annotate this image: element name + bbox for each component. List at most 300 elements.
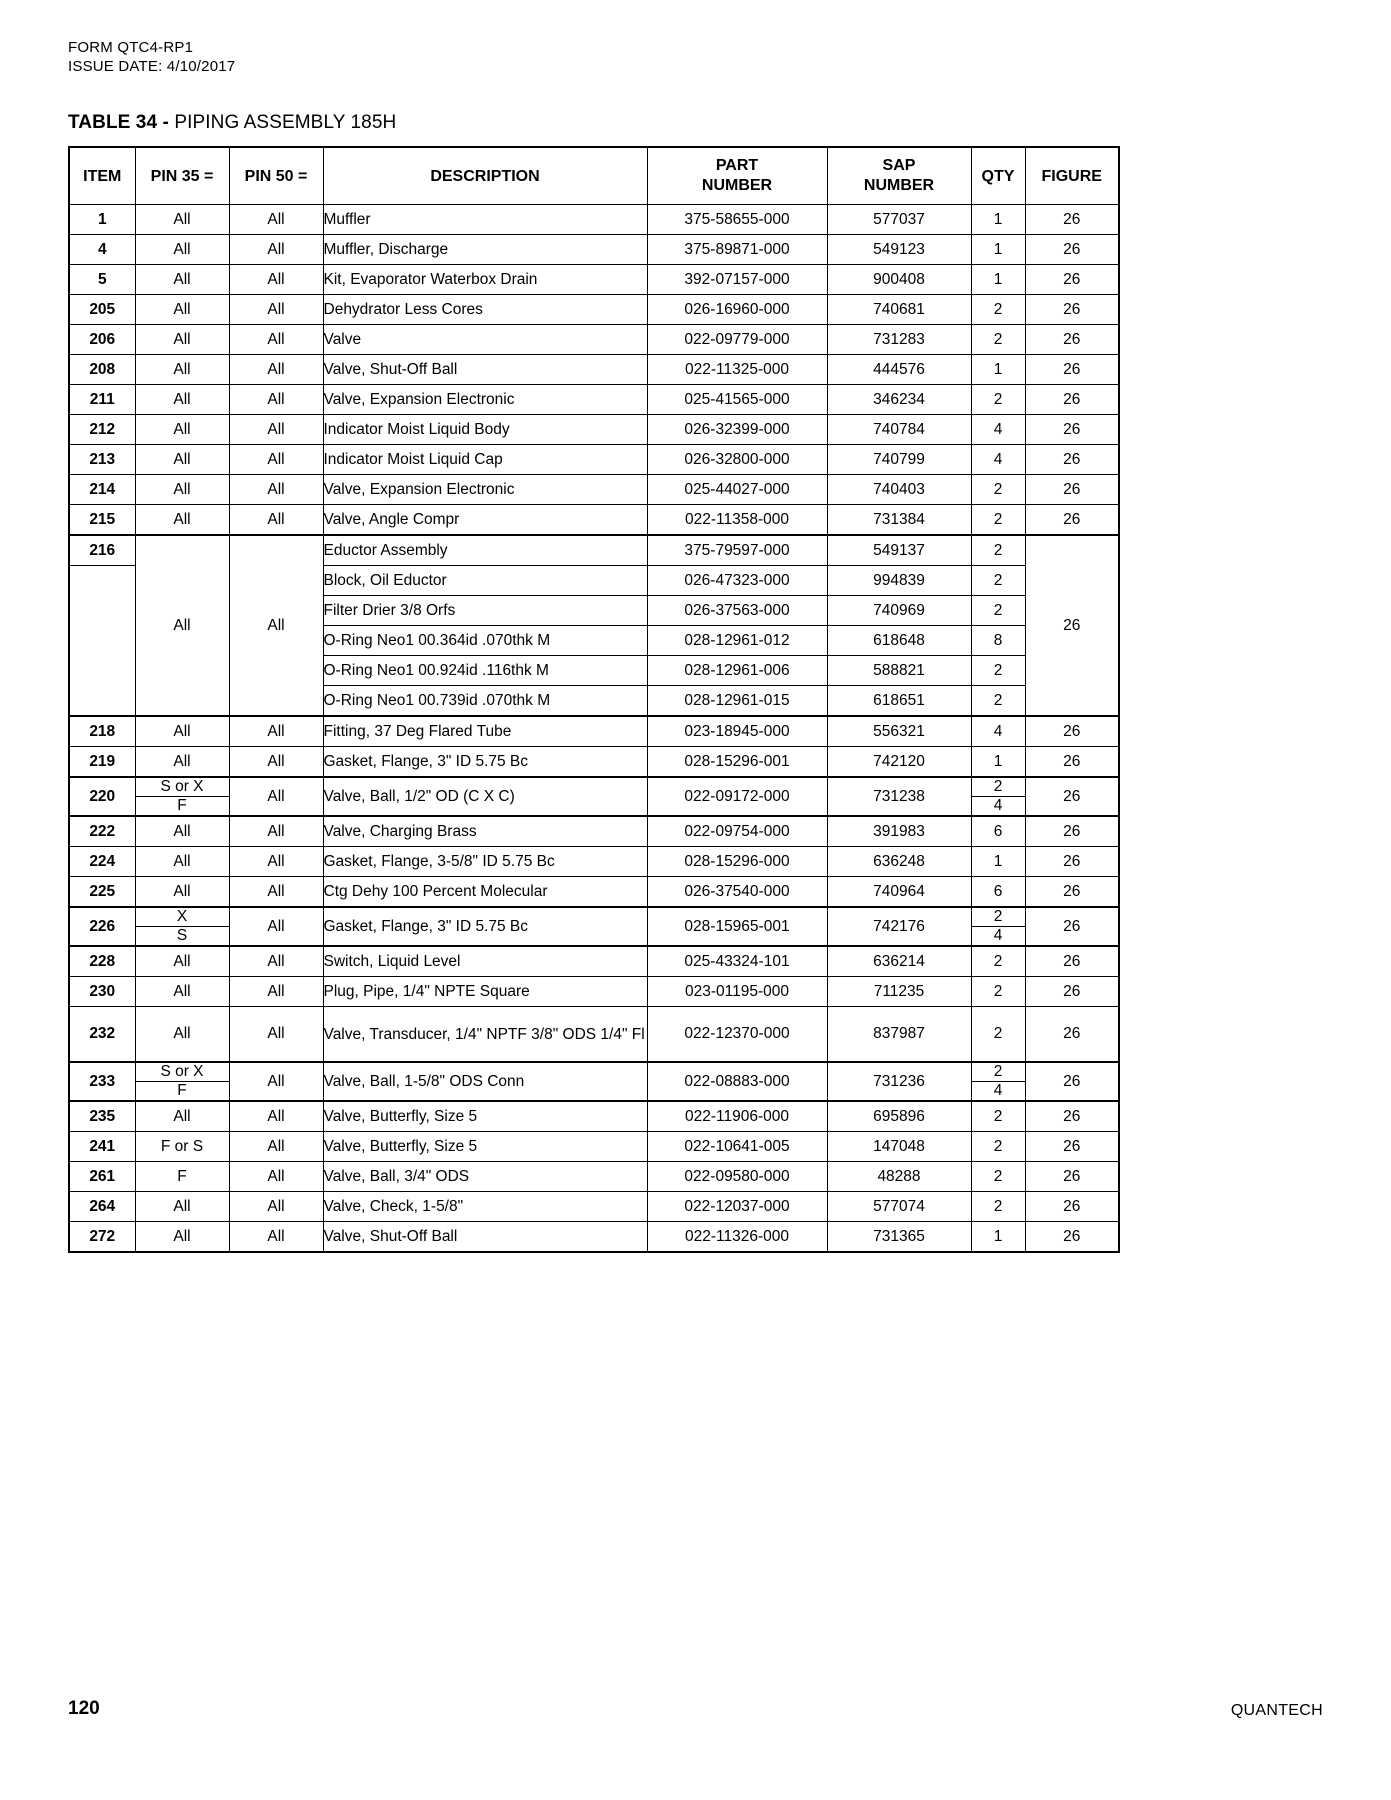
cell-pin35: All [135, 505, 229, 536]
cell-pin35-option-a: S or X [160, 1063, 204, 1080]
cell-item-continuation [69, 566, 135, 717]
cell-part-number: 028-12961-006 [647, 656, 827, 686]
cell-description: Plug, Pipe, 1/4" NPTE Square [323, 977, 647, 1007]
col-header-sap-line1: SAP [882, 157, 916, 174]
cell-part-number: 022-11325-000 [647, 355, 827, 385]
table-row [69, 1132, 1119, 1162]
cell-item: 208 [69, 355, 135, 385]
cell-qty: 8 [971, 626, 1025, 656]
cell-part-number: 392-07157-000 [647, 265, 827, 295]
table-title-label: TABLE 34 - [68, 112, 175, 133]
cell-figure: 26 [1025, 847, 1119, 877]
cell-item: 4 [69, 235, 135, 265]
cell-pin50: All [229, 235, 323, 265]
cell-figure: 26 [1025, 205, 1119, 235]
cell-pin50: All [229, 847, 323, 877]
cell-figure: 26 [1025, 265, 1119, 295]
cell-qty-split [971, 907, 1025, 946]
cell-part-number: 026-47323-000 [647, 566, 827, 596]
cell-pin35: All [135, 385, 229, 415]
col-header-sap-number [827, 147, 971, 205]
cell-item: 220 [69, 777, 135, 816]
table-row [69, 716, 1119, 747]
table-row [69, 977, 1119, 1007]
cell-item: 226 [69, 907, 135, 946]
cell-qty: 6 [971, 816, 1025, 847]
cell-sap-number: 549123 [827, 235, 971, 265]
table-row-split-220 [69, 777, 1119, 816]
cell-part-number: 028-12961-012 [647, 626, 827, 656]
cell-sap-number: 740799 [827, 445, 971, 475]
col-header-part-number [647, 147, 827, 205]
cell-pin50: All [229, 716, 323, 747]
cell-description: Valve, Shut-Off Ball [323, 355, 647, 385]
cell-part-number: 022-09580-000 [647, 1162, 827, 1192]
cell-qty-option-a: 2 [993, 908, 1003, 925]
cell-sap-number: 147048 [827, 1132, 971, 1162]
cell-pin35: F [135, 1162, 229, 1192]
cell-pin35-split [135, 777, 229, 816]
cell-pin35: All [135, 1007, 229, 1063]
cell-part-number: 022-09172-000 [647, 777, 827, 816]
cell-pin35: All [135, 977, 229, 1007]
form-code: FORM QTC4-RP1 [68, 39, 194, 56]
cell-pin35: All [135, 747, 229, 778]
cell-sap-number: 994839 [827, 566, 971, 596]
cell-pin50: All [229, 977, 323, 1007]
cell-figure: 26 [1025, 295, 1119, 325]
cell-pin50: All [229, 1162, 323, 1192]
table-row [69, 946, 1119, 977]
table-row [69, 325, 1119, 355]
cell-description: Muffler [323, 205, 647, 235]
cell-sap-number: 742176 [827, 907, 971, 946]
col-header-part-line2: NUMBER [701, 177, 773, 194]
cell-figure: 26 [1025, 1101, 1119, 1132]
table-row [69, 816, 1119, 847]
cell-qty: 2 [971, 385, 1025, 415]
cell-description: Valve, Check, 1-5/8" [323, 1192, 647, 1222]
col-header-sap-line2: NUMBER [863, 177, 935, 194]
cell-figure: 26 [1025, 325, 1119, 355]
cell-item: 216 [69, 535, 135, 566]
cell-qty: 2 [971, 977, 1025, 1007]
table-row [69, 877, 1119, 908]
cell-description: Gasket, Flange, 3" ID 5.75 Bc [323, 747, 647, 778]
cell-description: O-Ring Neo1 00.364id .070thk M [323, 626, 647, 656]
table-row [69, 235, 1119, 265]
col-header-part-line1: PART [715, 157, 759, 174]
cell-qty: 1 [971, 847, 1025, 877]
cell-item: 241 [69, 1132, 135, 1162]
cell-pin50: All [229, 1062, 323, 1101]
cell-qty: 4 [971, 445, 1025, 475]
cell-pin50: All [229, 1222, 323, 1253]
cell-sap-number: 740403 [827, 475, 971, 505]
cell-item: 232 [69, 1007, 135, 1063]
cell-figure: 26 [1025, 445, 1119, 475]
cell-description: Valve, Ball, 1-5/8" ODS Conn [323, 1062, 647, 1101]
cell-qty: 2 [971, 566, 1025, 596]
cell-pin35: All [135, 295, 229, 325]
cell-part-number: 022-11326-000 [647, 1222, 827, 1253]
table-row [69, 747, 1119, 778]
cell-item: 206 [69, 325, 135, 355]
cell-qty-option-a: 2 [993, 778, 1003, 795]
cell-sap-number: 577037 [827, 205, 971, 235]
cell-description: Fitting, 37 Deg Flared Tube [323, 716, 647, 747]
cell-part-number: 023-01195-000 [647, 977, 827, 1007]
cell-pin35: All [135, 877, 229, 908]
cell-qty: 2 [971, 1132, 1025, 1162]
cell-pin50: All [229, 1192, 323, 1222]
cell-pin50: All [229, 535, 323, 716]
cell-sap-number: 618648 [827, 626, 971, 656]
cell-item: 272 [69, 1222, 135, 1253]
cell-item: 228 [69, 946, 135, 977]
table-row [69, 847, 1119, 877]
cell-item: 225 [69, 877, 135, 908]
cell-part-number: 025-43324-101 [647, 946, 827, 977]
table-row [69, 475, 1119, 505]
table-row [69, 1101, 1119, 1132]
cell-part-number: 026-32800-000 [647, 445, 827, 475]
cell-pin50: All [229, 355, 323, 385]
cell-figure: 26 [1025, 505, 1119, 536]
cell-pin50: All [229, 475, 323, 505]
cell-part-number: 022-08883-000 [647, 1062, 827, 1101]
cell-pin50: All [229, 325, 323, 355]
cell-item: 212 [69, 415, 135, 445]
cell-pin35: F or S [135, 1132, 229, 1162]
document-header [68, 38, 1323, 76]
cell-figure: 26 [1025, 816, 1119, 847]
cell-qty: 1 [971, 1222, 1025, 1253]
cell-qty: 1 [971, 235, 1025, 265]
cell-sap-number: 549137 [827, 535, 971, 566]
cell-sap-number: 695896 [827, 1101, 971, 1132]
cell-qty-option-b: 4 [972, 796, 1025, 815]
cell-qty: 1 [971, 747, 1025, 778]
cell-pin50: All [229, 445, 323, 475]
cell-description: Valve, Butterfly, Size 5 [323, 1132, 647, 1162]
table-row [69, 265, 1119, 295]
cell-sap-number: 556321 [827, 716, 971, 747]
cell-sap-number: 740681 [827, 295, 971, 325]
cell-pin50: All [229, 877, 323, 908]
cell-part-number: 026-32399-000 [647, 415, 827, 445]
cell-qty: 6 [971, 877, 1025, 908]
cell-figure: 26 [1025, 946, 1119, 977]
table-row [69, 295, 1119, 325]
col-header-pin50: PIN 50 = [229, 147, 323, 205]
cell-part-number: 022-12370-000 [647, 1007, 827, 1063]
cell-qty: 2 [971, 325, 1025, 355]
cell-figure: 26 [1025, 535, 1119, 716]
cell-part-number: 375-58655-000 [647, 205, 827, 235]
cell-pin50: All [229, 747, 323, 778]
cell-sap-number: 711235 [827, 977, 971, 1007]
issue-date: ISSUE DATE: 4/10/2017 [68, 58, 236, 75]
cell-description: Block, Oil Eductor [323, 566, 647, 596]
cell-description: Valve, Expansion Electronic [323, 475, 647, 505]
col-header-figure: FIGURE [1025, 147, 1119, 205]
page-number: 120 [68, 1698, 100, 1719]
cell-description: Eductor Assembly [323, 535, 647, 566]
table-title [68, 112, 1323, 134]
cell-pin50: All [229, 946, 323, 977]
cell-pin35: All [135, 475, 229, 505]
cell-qty: 2 [971, 1162, 1025, 1192]
cell-figure: 26 [1025, 777, 1119, 816]
cell-figure: 26 [1025, 1222, 1119, 1253]
table-row [69, 415, 1119, 445]
cell-pin50: All [229, 295, 323, 325]
cell-qty: 2 [971, 535, 1025, 566]
cell-sap-number: 618651 [827, 686, 971, 717]
cell-pin35: All [135, 415, 229, 445]
cell-sap-number: 346234 [827, 385, 971, 415]
cell-description: O-Ring Neo1 00.739id .070thk M [323, 686, 647, 717]
cell-part-number: 375-79597-000 [647, 535, 827, 566]
cell-description: Indicator Moist Liquid Body [323, 415, 647, 445]
cell-sap-number: 731365 [827, 1222, 971, 1253]
cell-pin50: All [229, 1132, 323, 1162]
cell-sap-number: 900408 [827, 265, 971, 295]
table-row [69, 505, 1119, 536]
cell-item: 233 [69, 1062, 135, 1101]
cell-description: Gasket, Flange, 3-5/8" ID 5.75 Bc [323, 847, 647, 877]
cell-qty: 2 [971, 295, 1025, 325]
cell-qty: 1 [971, 355, 1025, 385]
cell-description: Valve, Ball, 1/2" OD (C X C) [323, 777, 647, 816]
cell-part-number: 022-09754-000 [647, 816, 827, 847]
cell-figure: 26 [1025, 1132, 1119, 1162]
cell-qty: 4 [971, 716, 1025, 747]
cell-figure: 26 [1025, 385, 1119, 415]
cell-qty: 1 [971, 265, 1025, 295]
cell-figure: 26 [1025, 355, 1119, 385]
cell-pin35: All [135, 1101, 229, 1132]
cell-pin35-option-b: F [136, 796, 229, 815]
cell-description: Valve, Transducer, 1/4" NPTF 3/8" ODS 1/4" Fl [323, 1007, 647, 1063]
cell-sap-number: 731236 [827, 1062, 971, 1101]
cell-pin50: All [229, 415, 323, 445]
cell-qty: 1 [971, 205, 1025, 235]
table-row [69, 1222, 1119, 1253]
cell-sap-number: 48288 [827, 1162, 971, 1192]
cell-qty: 2 [971, 1101, 1025, 1132]
cell-pin35-split [135, 907, 229, 946]
cell-pin50: All [229, 205, 323, 235]
cell-part-number: 026-37540-000 [647, 877, 827, 908]
cell-sap-number: 731238 [827, 777, 971, 816]
col-header-item: ITEM [69, 147, 135, 205]
cell-figure: 26 [1025, 877, 1119, 908]
cell-description: Filter Drier 3/8 Orfs [323, 596, 647, 626]
cell-description: Valve, Angle Compr [323, 505, 647, 536]
cell-part-number: 028-12961-015 [647, 686, 827, 717]
cell-sap-number: 588821 [827, 656, 971, 686]
cell-pin35: All [135, 235, 229, 265]
cell-description: Ctg Dehy 100 Percent Molecular [323, 877, 647, 908]
cell-description: Valve [323, 325, 647, 355]
cell-description: Switch, Liquid Level [323, 946, 647, 977]
cell-part-number: 022-11906-000 [647, 1101, 827, 1132]
parts-table-body [69, 205, 1119, 1253]
cell-pin35-option-b: F [136, 1081, 229, 1100]
cell-part-number: 028-15965-001 [647, 907, 827, 946]
cell-qty: 4 [971, 415, 1025, 445]
cell-description: Dehydrator Less Cores [323, 295, 647, 325]
cell-sap-number: 636214 [827, 946, 971, 977]
table-row [69, 355, 1119, 385]
col-header-description: DESCRIPTION [323, 147, 647, 205]
cell-qty: 2 [971, 1007, 1025, 1063]
table-row [69, 385, 1119, 415]
table-row-group-216 [69, 535, 1119, 566]
cell-sap-number: 731283 [827, 325, 971, 355]
cell-part-number: 023-18945-000 [647, 716, 827, 747]
cell-sap-number: 837987 [827, 1007, 971, 1063]
cell-item: 264 [69, 1192, 135, 1222]
cell-qty: 2 [971, 505, 1025, 536]
cell-sap-number: 740964 [827, 877, 971, 908]
cell-figure: 26 [1025, 415, 1119, 445]
cell-sap-number: 740969 [827, 596, 971, 626]
cell-part-number: 375-89871-000 [647, 235, 827, 265]
cell-description: Valve, Butterfly, Size 5 [323, 1101, 647, 1132]
cell-pin50: All [229, 777, 323, 816]
cell-part-number: 026-37563-000 [647, 596, 827, 626]
cell-pin35-option-b: S [136, 926, 229, 945]
cell-qty-split [971, 1062, 1025, 1101]
parts-table [68, 146, 1120, 1253]
table-row [69, 1162, 1119, 1192]
cell-description: Valve, Expansion Electronic [323, 385, 647, 415]
cell-qty: 2 [971, 475, 1025, 505]
cell-item: 213 [69, 445, 135, 475]
cell-pin50: All [229, 385, 323, 415]
cell-item: 224 [69, 847, 135, 877]
cell-pin35: All [135, 1192, 229, 1222]
cell-figure: 26 [1025, 475, 1119, 505]
cell-qty: 2 [971, 1192, 1025, 1222]
cell-sap-number: 577074 [827, 1192, 971, 1222]
cell-description: Kit, Evaporator Waterbox Drain [323, 265, 647, 295]
table-row-split-226 [69, 907, 1119, 946]
cell-item: 261 [69, 1162, 135, 1192]
cell-pin35: All [135, 265, 229, 295]
cell-qty: 2 [971, 946, 1025, 977]
cell-description: Valve, Shut-Off Ball [323, 1222, 647, 1253]
cell-sap-number: 731384 [827, 505, 971, 536]
cell-part-number: 025-44027-000 [647, 475, 827, 505]
cell-figure: 26 [1025, 1162, 1119, 1192]
cell-description: Valve, Charging Brass [323, 816, 647, 847]
cell-pin50: All [229, 265, 323, 295]
cell-pin35-option-a: S or X [160, 778, 204, 795]
cell-part-number: 022-12037-000 [647, 1192, 827, 1222]
cell-pin35: All [135, 946, 229, 977]
cell-pin35: All [135, 847, 229, 877]
cell-pin35-split [135, 1062, 229, 1101]
cell-sap-number: 742120 [827, 747, 971, 778]
cell-pin50: All [229, 1101, 323, 1132]
cell-figure: 26 [1025, 747, 1119, 778]
cell-sap-number: 391983 [827, 816, 971, 847]
table-row-split-233 [69, 1062, 1119, 1101]
cell-part-number: 026-16960-000 [647, 295, 827, 325]
cell-qty-split [971, 777, 1025, 816]
cell-sap-number: 740784 [827, 415, 971, 445]
cell-figure: 26 [1025, 235, 1119, 265]
cell-qty-option-b: 4 [972, 926, 1025, 945]
cell-pin35: All [135, 355, 229, 385]
cell-sap-number: 444576 [827, 355, 971, 385]
cell-item: 211 [69, 385, 135, 415]
cell-pin35: All [135, 325, 229, 355]
table-row-232 [69, 1007, 1119, 1063]
cell-sap-number: 636248 [827, 847, 971, 877]
cell-qty-option-a: 2 [993, 1063, 1003, 1080]
cell-pin35: All [135, 816, 229, 847]
cell-pin35: All [135, 445, 229, 475]
table-title-name: PIPING ASSEMBLY 185H [174, 112, 397, 133]
cell-item: 214 [69, 475, 135, 505]
table-row [69, 205, 1119, 235]
cell-figure: 26 [1025, 907, 1119, 946]
cell-part-number: 028-15296-000 [647, 847, 827, 877]
cell-item: 5 [69, 265, 135, 295]
cell-pin35: All [135, 535, 229, 716]
page-footer [68, 1698, 1323, 1720]
cell-part-number: 022-09779-000 [647, 325, 827, 355]
cell-qty-option-b: 4 [972, 1081, 1025, 1100]
col-header-pin35: PIN 35 = [135, 147, 229, 205]
cell-description: Gasket, Flange, 3" ID 5.75 Bc [323, 907, 647, 946]
cell-figure: 26 [1025, 1062, 1119, 1101]
cell-description: Valve, Ball, 3/4" ODS [323, 1162, 647, 1192]
table-row [69, 445, 1119, 475]
cell-pin50: All [229, 1007, 323, 1063]
cell-qty: 2 [971, 656, 1025, 686]
cell-pin35: All [135, 205, 229, 235]
cell-part-number: 028-15296-001 [647, 747, 827, 778]
cell-item: 1 [69, 205, 135, 235]
cell-pin35: All [135, 716, 229, 747]
cell-qty: 2 [971, 686, 1025, 717]
table-header-row [69, 147, 1119, 205]
cell-pin35-option-a: X [176, 908, 188, 925]
cell-description: O-Ring Neo1 00.924id .116thk M [323, 656, 647, 686]
cell-item: 215 [69, 505, 135, 536]
cell-description: Muffler, Discharge [323, 235, 647, 265]
cell-pin35: All [135, 1222, 229, 1253]
cell-figure: 26 [1025, 716, 1119, 747]
cell-pin50: All [229, 505, 323, 536]
cell-item: 222 [69, 816, 135, 847]
cell-part-number: 022-10641-005 [647, 1132, 827, 1162]
cell-item: 235 [69, 1101, 135, 1132]
cell-item: 219 [69, 747, 135, 778]
cell-part-number: 025-41565-000 [647, 385, 827, 415]
cell-item: 230 [69, 977, 135, 1007]
cell-figure: 26 [1025, 1007, 1119, 1063]
cell-pin50: All [229, 907, 323, 946]
cell-qty: 2 [971, 596, 1025, 626]
cell-item: 205 [69, 295, 135, 325]
